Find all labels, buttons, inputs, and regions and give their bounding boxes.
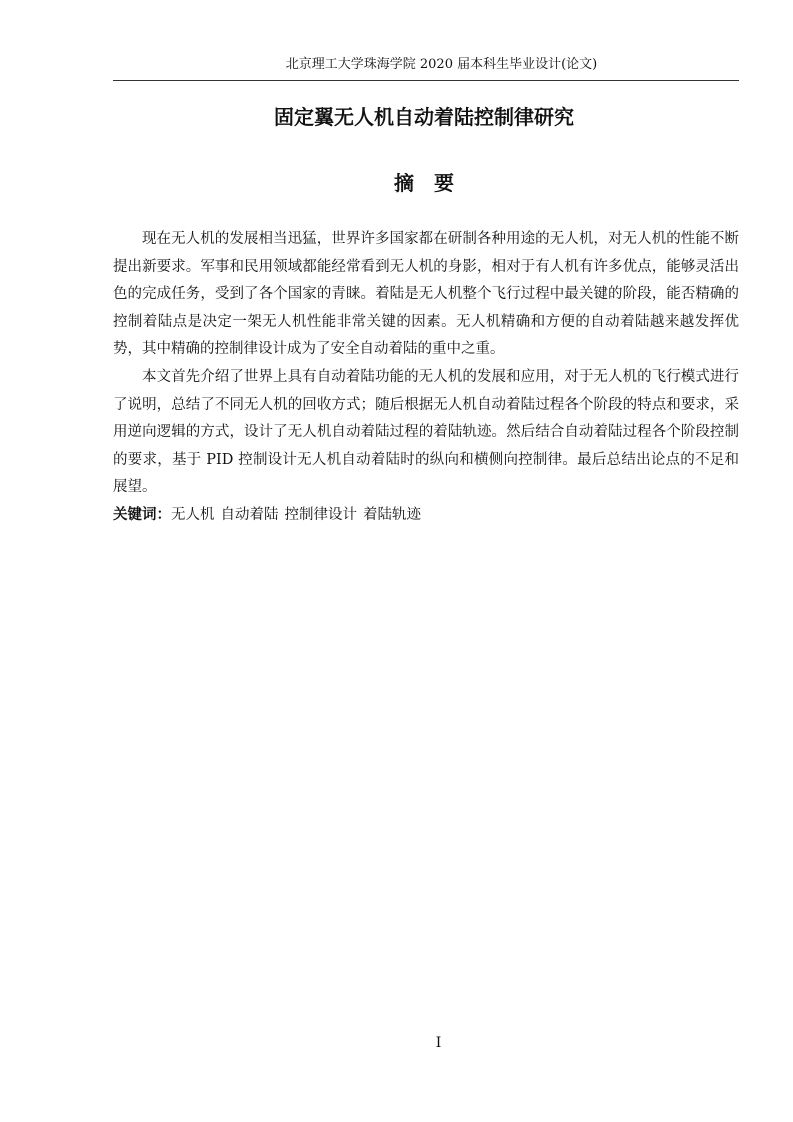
running-header: 北京理工大学珠海学院 2020 届本科生毕业设计(论文)	[285, 57, 598, 72]
abstract-heading: 摘要	[394, 171, 474, 195]
keyword-item: 无人机	[171, 506, 215, 523]
header-rule	[113, 80, 739, 81]
abstract-paragraph-1: 现在无人机的发展相当迅猛，世界许多国家都在研制各种用途的无人机，对无人机的性能不断提出新要求。军事和民用领域都能经常看到无人机的身影，相对于有人机有许多优点，能够灵活出色的完成任务，受到了各个国家的青睐。着陆是无人机整个飞行过程中最关键的阶段，能否精确的控制着陆点是决定一架无人机性能非常关键的因素。无人机精确和方便的自动着陆越来越发挥优势，其中精确的控制律设计成为了安全自动着陆的重中之重。	[113, 231, 739, 358]
keywords-line	[113, 502, 739, 530]
paper-title: 固定翼无人机自动着陆控制律研究	[274, 105, 574, 129]
keywords-label: 关键词：	[113, 506, 171, 523]
page-number: I	[435, 1035, 442, 1051]
keyword-item: 控制律设计	[284, 506, 357, 523]
keyword-item: 自动着陆	[220, 506, 279, 523]
abstract-paragraph-2: 本文首先介绍了世界上具有自动着陆功能的无人机的发展和应用，对于无人机的飞行模式进行了说明，总结了不同无人机的回收方式；随后根据无人机自动着陆过程各个阶段的特点和要求，采用逆向逻辑的方式，设计了无人机自动着陆过程的着陆轨迹。然后结合自动着陆过程各个阶段控制的要求，基于 PID 控制设计无人机自动着陆时的纵向和横侧向控制律。最后总结出论点的不足和展望。	[113, 368, 739, 496]
keyword-item: 着陆轨迹	[363, 506, 421, 523]
abstract-body	[113, 226, 739, 530]
